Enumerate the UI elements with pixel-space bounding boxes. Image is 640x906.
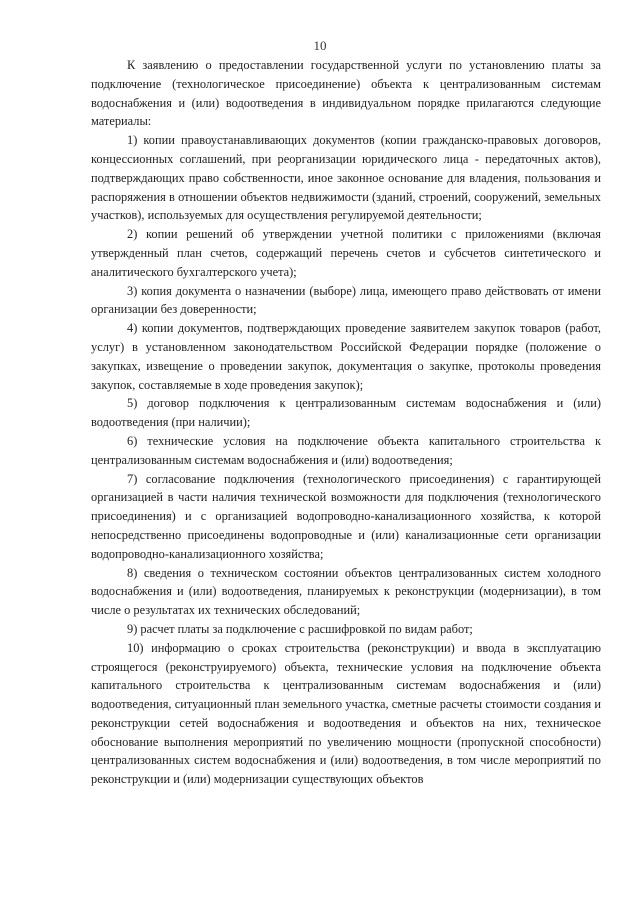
document-body: [91, 56, 601, 789]
item-1-paragraph: 1) копии правоустанавливающих документов (копии гражданско-правовых договоров, концессионных соглашений, при реорганизации юридического лица - передаточных актов), подтверждающих право собственности, иное законное основание для владения, пользования и распоряжения в отношении объектов недвижимости (зданий, строений, сооружений, земельных участков), используемых для осуществления регулируемой деятельности;: [91, 133, 601, 223]
item-6-paragraph: 6) технические условия на подключение объекта капитального строительства к централизованным системам водоснабжения и (или) водоотведения;: [91, 433, 601, 467]
item-2-paragraph: 2) копии решений об утверждении учетной политики с приложениями (включая утвержденный план счетов, содержащий перечень счетов и субсчетов синтетического и аналитического бухгалтерского учета);: [91, 227, 601, 279]
item-10-paragraph: 10) информацию о сроках строительства (реконструкции) и ввода в эксплуатацию строящегося (реконструируемого) объекта, технические условия на подключение объекта капитального строительства к централизованным системам водоснабжения и (или) водоотведения, ситуационный план земельного участка, сметные расчеты стоимости создания и реконструкции сетей водоснабжения и водоотведения и объектов на них, техническое обоснование выполнения мероприятий по увеличению мощности (пропускной способности) централизованных систем водоснабжения и (или) водоотведения, в том числе мероприятий по реконструкции и (или) модернизации существующих объектов: [91, 640, 601, 787]
item-9-paragraph: 9) расчет платы за подключение с расшифровкой по видам работ;: [127, 621, 473, 636]
item-3-paragraph: 3) копия документа о назначении (выборе) лица, имеющего право действовать от имени организации без доверенности;: [91, 283, 601, 317]
item-4-paragraph: 4) копии документов, подтверждающих проведение заявителем закупок товаров (работ, услуг) в установленном законодательством Российской Федерации порядке (положение о закупках, извещение о проведении закупок, документация о закупке, протоколы проведения закупок, составляемые в ходе проведения закупок);: [91, 321, 601, 392]
item-8-paragraph: 8) сведения о техническом состоянии объектов централизованных систем холодного водоснабжения и (или) водоотведения, планируемых к реконструкции (модернизации), в том числе о результатах их технических обследований;: [91, 565, 601, 618]
item-7-paragraph: 7) согласование подключения (технологического присоединения) с гарантирующей организацией в части наличия технической возможности для подключения (технологического присоединения) и с организацией водопроводно-канализационного хозяйства, к которой непосредственно присоединены водопроводные и (или) канализационные сети организации водопроводно-канализационного хозяйства;: [91, 471, 601, 561]
item-5-paragraph: 5) договор подключения к централизованным системам водоснабжения и (или) водоотведения (при наличии);: [91, 396, 601, 430]
page-number: 10: [313, 38, 327, 53]
intro-paragraph: К заявлению о предоставлении государственной услуги по установлению платы за подключение (технологическое присоединение) объекта к централизованным системам водоснабжения и (или) водоотведения в индивидуальном порядке прилагаются следующие материалы:: [91, 58, 601, 129]
